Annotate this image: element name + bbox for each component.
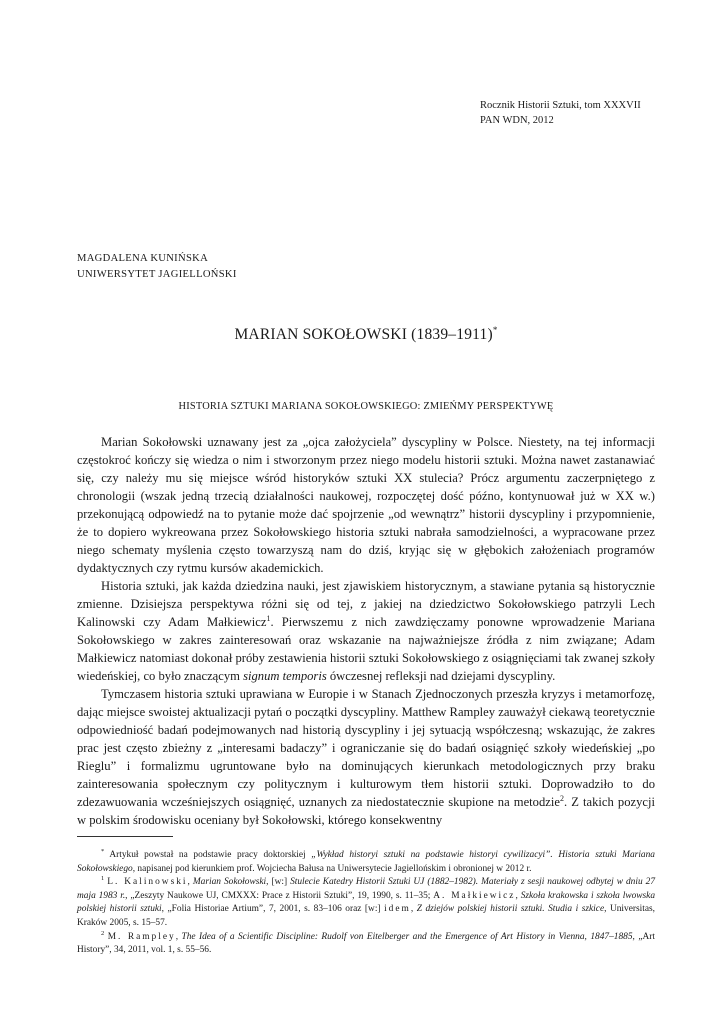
article-subtitle: HISTORIA SZTUKI MARIANA SOKOŁOWSKIEGO: ZMIEŃMY PERSPEKTYWĘ — [178, 401, 554, 412]
footnotes — [77, 849, 655, 958]
footnote-2-text-b: , „Art History”, 34, 2011, vol. 1, s. 55–56. — [77, 931, 655, 956]
footnote-1-author-2: A. Małkiewicz — [433, 890, 516, 901]
footnote-star-italic: „Wykład historyi sztuki na podstawie historyi cywilizacyi”. Historia sztuki Mariana Sokołowskiego — [77, 850, 655, 874]
paragraph-2-text: Historia sztuki, jak każda dziedzina nauki, jest zjawiskiem historycznym, a stawiane pytania są historycznie zmienne. Dzisiejsza perspektywa różni się od tej, z jakiej na dziedzictwo Sokołowskiego patrzyli Lech Kalinowski czy Adam Małkiewicz — [77, 579, 655, 629]
paragraph-2 — [77, 577, 655, 685]
author-affiliation: UNIWERSYTET JAGIELLOŃSKI — [77, 269, 237, 280]
footnote-1-author-1: L. Kalinowski — [107, 877, 188, 888]
article-title-text: MARIAN SOKOŁOWSKI (1839–1911) — [234, 326, 493, 343]
paragraph-2-text-end: ówczesnej refleksji nad dziejami dyscypliny. — [326, 669, 556, 683]
footnote-1-italic-2: Stulecie Katedry Historii Sztuki UJ (1882–1982). Materiały z sesji naukowej odbytej w dniu 27 maja 1983 r. — [77, 877, 656, 901]
article-title — [77, 326, 655, 344]
footnote-divider — [77, 836, 173, 837]
journal-header — [480, 98, 641, 128]
author-block — [77, 251, 237, 283]
footnote-2-sep-a: , — [175, 931, 182, 942]
paragraph-2-text-cont: . Pierwszemu z nich zawdzięczamy ponowne wprowadzenie Mariana Sokołowskiego w zakres zainteresowań oraz wskazanie na najważniejsze źródła z nim związane; Adam Małkiewicz natomiast dokonał próby zestawienia historii sztuki Sokołowskiego z osiągnięciami tak zwanej szkoły wiedeńskiej, co było znaczącym — [77, 615, 655, 683]
paragraph-3-text: Tymczasem historia sztuki uprawiana w Europie i w Stanach Zjednoczonych przeszła kryzys i metamorfozę, dając miejsce swoistej aktualizacji pytań o początki dyscypliny. Matthew Rampley zauważył ciekawą teoretycznie odpowiedniość badań podejmowanych nad historią dyscypliny i jej sytuacją współczesną; wskazując, że zakres prac jest często zbieżny z „interesami badaczy” i ograniczanie się do badań osiągnięć szkoły wiedeńskiej „po Rieglu” i formalizmu ugruntowane było na dominujących kierunkach metodologicznych przy braku zainteresowania społecznym czy politycznym i kulturowym tłem historii sztuki. Doprowadziło to do zdezawuowania wcześniejszych osiągnięć, uznanych za niedostatecznie skupione na metodzie — [77, 687, 655, 809]
footnote-1-text-g: , Universitas, Kraków 2005, s. 15–57. — [77, 904, 656, 928]
paragraph-3 — [77, 685, 655, 829]
footnote-1-sep-b: , [w:] — [266, 877, 291, 888]
footnote-ref-1: 1 — [266, 613, 271, 623]
footnote-ref-2: 2 — [559, 793, 564, 803]
footnote-1-italic-3: Szkoła krakowska i szkoła lwowska polskiej historii sztuki — [77, 890, 656, 915]
paragraph-1: Marian Sokołowski uznawany jest za „ojca założyciela” dyscypliny w Polsce. Niestety, na tej informacji częstokroć kończy się wiedza o nim i stworzonym przez niego modelu historii sztuki. Można nawet zastanawiać się, czy należy mu się miejsce wśród historyków sztuki XX stulecia? Prócz argumentu zaczerpniętego z chronologii (wszak jedną trzecią działalności naukowej, rozpoczętej dość późno, kontynuował już w XX w.) przekonującą odpowiedź na to pytanie może dać spojrzenie „od wewnątrz” historii dyscypliny i przypomnienie, że to dopiero wykreowana przez Sokołowskiego historia sztuki nabrała samodzielności, a wypracowane przez niego schematy myślenia często towarzyszą nam do dziś, kryjąc się w głębokich założeniach programów dydaktycznych czy rytmu kursów akademickich. — [77, 435, 655, 575]
footnote-star-mark: * — [101, 847, 105, 855]
paragraph-3-text-end: . Z takich pozycji w polskim środowisku oceniany był Sokołowski, którego konsekwentny — [77, 795, 655, 827]
footnote-1 — [77, 876, 655, 930]
footnote-1-text-c: , „Zeszyty Naukowe UJ, CMXXX: Prace z Historii Sztuki”, 19, 1990, s. 11–35; — [125, 890, 434, 901]
footnote-1-mark: 1 — [101, 875, 105, 883]
footnote-star — [77, 849, 655, 876]
footnote-1-sep-f: , — [410, 904, 417, 915]
footnote-1-italic-4: Z dziejów polskiej historii sztuki. Studia i szkice — [416, 904, 605, 915]
signum-temporis-italic: signum temporis — [243, 669, 327, 683]
footnote-2 — [77, 931, 655, 958]
footnote-2-author: M. Rampley — [107, 931, 176, 942]
author-name: MAGDALENA KUNIŃSKA — [77, 253, 209, 264]
footnote-2-mark: 2 — [101, 929, 105, 937]
footnote-1-italic-1: Marian Sokołowski — [192, 877, 267, 888]
journal-title: Rocznik Historii Sztuki, tom XXXVII — [480, 100, 641, 111]
footnote-1-author-3: idem — [384, 904, 411, 915]
footnote-star-text: Artykuł powstał na podstawie pracy doktorskiej — [109, 850, 312, 860]
page — [77, 0, 655, 1024]
body-text — [77, 433, 655, 829]
title-footnote-mark: * — [492, 324, 498, 335]
footnote-2-italic: The Idea of a Scientific Discipline: Rudolf von Eitelberger and the Emergence of Art History in Vienna, 1847–1885 — [181, 931, 633, 942]
footnote-star-text-end: , napisanej pod kierunkiem prof. Wojciecha Bałusa na Uniwersytecie Jagiellońskim i obronionej w 2012 r. — [132, 863, 532, 874]
footnote-1-text-e: , „Folia Historiae Artium”, 7, 2001, s. 83–106 oraz [w:] — [161, 904, 385, 915]
footnote-1-sep-a: , — [187, 877, 193, 888]
journal-publisher: PAN WDN, 2012 — [480, 115, 554, 126]
footnote-1-sep-d: , — [515, 890, 521, 901]
